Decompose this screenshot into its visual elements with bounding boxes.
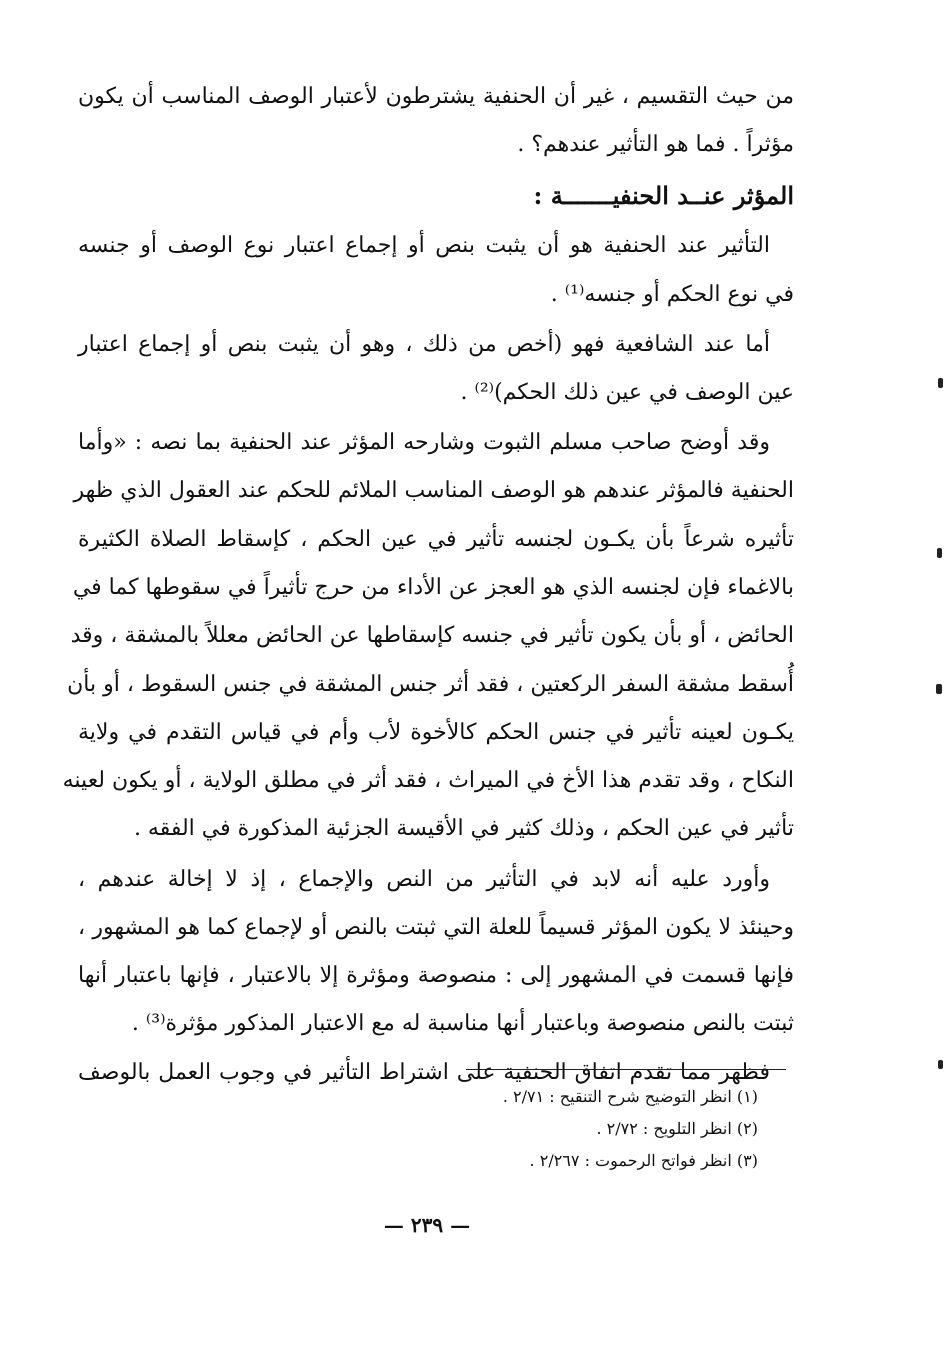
body-line: ثبتت بالنص منصوصة وباعتبار أنها مناسبة له مع الاعتبار المذكور مؤثرة⁽³⁾ .: [131, 1011, 794, 1036]
section-heading: المؤثر عنــد الحنفيـــــــة :: [533, 181, 794, 210]
body-line: النكاح ، وقد تقدم هذا الأخ في الميراث ، فقد أثر في مطلق الولاية ، أو يكون لعينه: [62, 768, 794, 793]
body-line: وقد أوضح صاحب مسلم الثبوت وشارحه المؤثر عند الحنفية بما نصه : «وأما: [78, 430, 770, 455]
body-line: وأورد عليه أنه لابد في التأثير من النص والإجماع ، إذ لا إخالة عندهم ،: [78, 867, 770, 892]
page-number: — ٢٣٩ —: [383, 1213, 471, 1237]
scan-speck: [937, 548, 942, 558]
body-line: تأثير في عين الحكم ، وذلك كثير في الأقيسة الجزئية المذكورة في الفقه .: [133, 816, 794, 841]
scan-speck: [938, 1060, 943, 1069]
body-line: فظهر مما تقدم اتفاق الحنفية على اشتراط التأثير في وجوب العمل بالوصف: [78, 1060, 770, 1085]
body-line: بالاغماء فإن لجنسه الذي هو العجز عن الأداء من حرج تأثيراً في سقوطها كما في: [72, 575, 794, 600]
body-line: يكـون لعينه تأثير في جنس الحكم كالأخوة لأب وأم في قياس التقدم في ولاية: [78, 720, 794, 745]
scan-speck: [936, 684, 942, 694]
scan-speck: [938, 378, 943, 388]
body-line: أُسقط مشقة السفر الركعتين ، فقد أثر جنس المشقة في جنس السقوط ، أو بأن: [67, 672, 794, 697]
footnote: (٣) انظر فواتح الرحموت : ٢/٢٦٧ .: [529, 1151, 758, 1170]
body-line: من حيث التقسيم ، غير أن الحنفية يشترطون لأعتبار الوصف المناسب أن يكون: [78, 84, 794, 109]
footnote-divider: [466, 1069, 786, 1070]
body-line: التأثير عند الحنفية هو أن يثبت بنص أو إجماع اعتبار نوع الوصف أو جنسه: [78, 233, 770, 258]
body-line: الحنفية فالمؤثر عندهم هو الوصف المناسب الملائم للحكم عند العقول الذي ظهر: [73, 478, 794, 503]
body-line: الحائض ، أو بأن يكون تأثير في جنسه كإسقاطها عن الحائض معللاً بالمشقة ، وقد: [70, 623, 794, 648]
footnote: (١) انظر التوضيح شرح التنقيح : ٢/٧١ .: [502, 1087, 758, 1106]
body-line: عين الوصف في عين ذلك الحكم)⁽²⁾ .: [460, 380, 794, 405]
body-line: في نوع الحكم أو جنسه⁽¹⁾ .: [550, 282, 794, 307]
body-line: فإنها قسمت في المشهور إلى : منصوصة ومؤثرة إلا بالاعتبار ، فإنها باعتبار أنها: [78, 963, 794, 988]
body-line: وحينئذ لا يكون المؤثر قسيماً للعلة التي ثبتت بالنص أو لإجماع كما هو المشهور ،: [78, 915, 794, 940]
body-line: أما عند الشافعية فهو (أخص من ذلك ، وهو أن يثبت بنص أو إجماع اعتبار: [78, 332, 770, 357]
body-line: تأثيره شرعاً بأن يكـون لجنسه تأثير في عين الحكم ، كإسقاط الصلاة الكثيرة: [78, 527, 794, 552]
footnote: (٢) انظر التلويح : ٢/٧٢ .: [596, 1119, 758, 1138]
body-line: مؤثراً . فما هو التأثير عندهم؟ .: [517, 132, 794, 157]
